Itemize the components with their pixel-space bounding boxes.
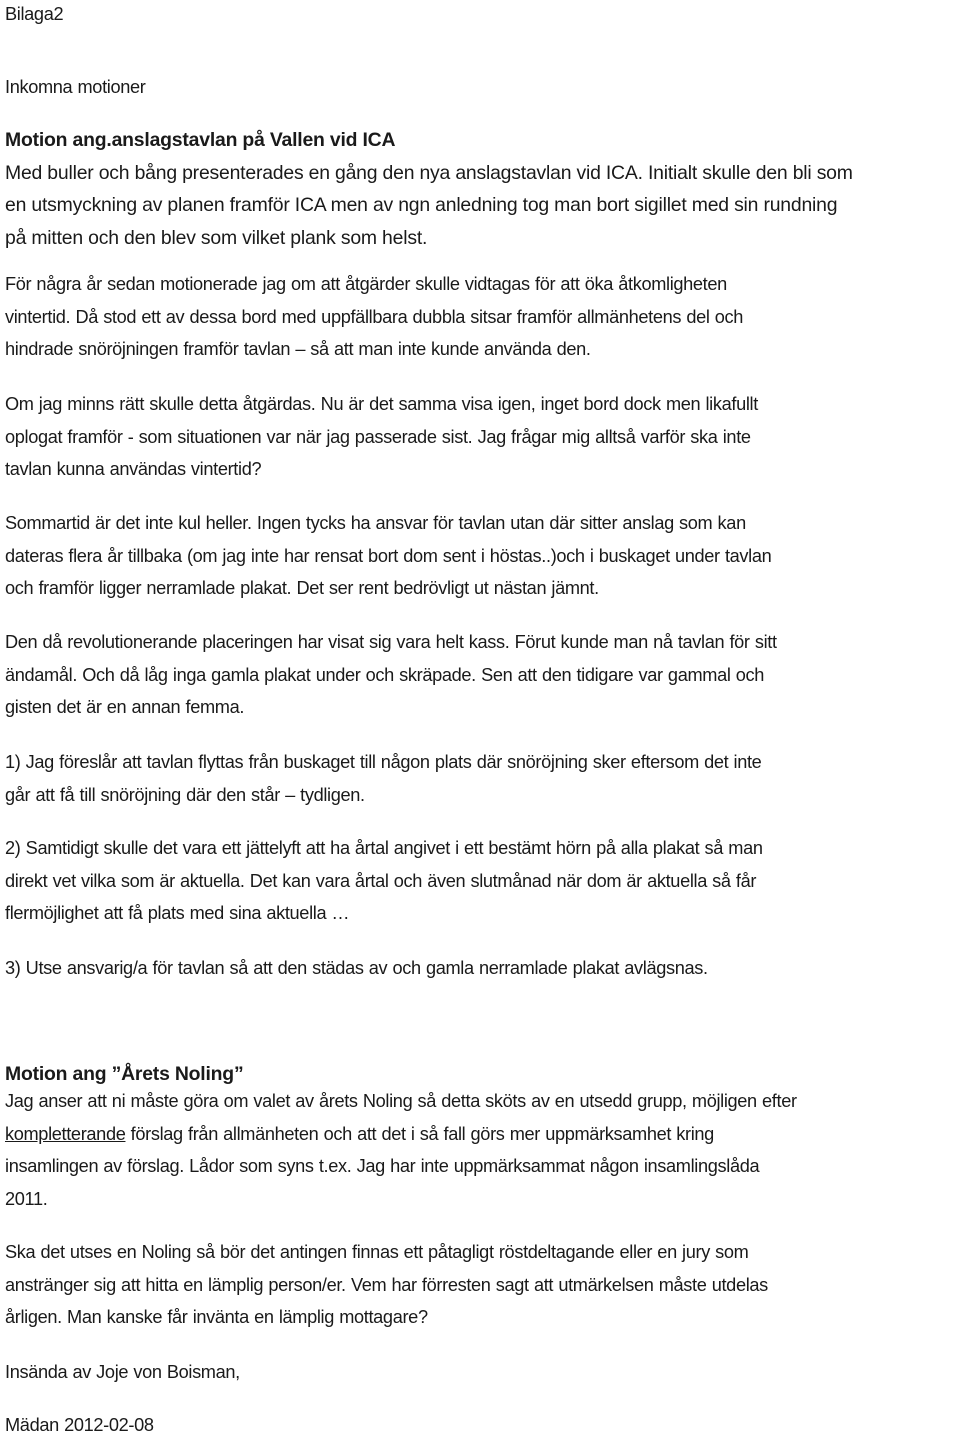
paragraph-line: 2011. xyxy=(5,1188,48,1209)
proposal-3 xyxy=(5,952,708,985)
paragraph-line: För några år sedan motionerade jag om att åtgärder skulle vidtagas för att öka åtkomligheten xyxy=(5,274,727,294)
underlined-word: kompletterande xyxy=(5,1123,126,1144)
paragraph-line: direkt vet vilka som är aktuella. Det kan vara årtal och även slutmånad när dom är aktuella så får xyxy=(5,870,757,891)
paragraph-line: gisten det är en annan femma. xyxy=(5,697,245,717)
paragraph-line: 3) Utse ansvarig/a för tavlan så att den städas av och gamla nerramlade plakat avlägsnas. xyxy=(5,958,708,978)
paragraph-line: insamlingen av förslag. Lådor som syns t.ex. Jag har inte uppmärksammat någon insamlingslåda xyxy=(5,1156,760,1176)
motion1-paragraph xyxy=(5,268,743,366)
paragraph-line: anstränger sig att hitta en lämplig person/er. Vem har förresten sagt att utmärkelsen måste utdelas xyxy=(5,1274,768,1295)
paragraph-line: 1) Jag föreslår att tavlan flyttas från buskaget till någon plats där snöröjning sker eftersom det inte xyxy=(5,752,762,772)
motion1-paragraph xyxy=(5,388,758,486)
motion1-intro-line: Med buller och bång presenterades en gång den nya anslagstavlan vid ICA. Initialt skulle den bli som xyxy=(5,161,853,184)
motion2-paragraph xyxy=(5,1085,797,1215)
paragraph-line: går att få till snöröjning där den står – tydligen. xyxy=(5,784,365,805)
paragraph-line: vintertid. Då stod ett av dessa bord med uppfällbara dubbla sitsar framför allmänhetens del och xyxy=(5,306,744,327)
paragraph-line: oplogat framför - som situationen var när jag passerade sist. Jag frågar mig alltså varför ska inte xyxy=(5,426,751,447)
paragraph-line: Ska det utses en Noling så bör det antingen finnas ett påtagligt röstdeltagande eller en jury som xyxy=(5,1242,749,1262)
motion1-paragraph xyxy=(5,626,777,724)
paragraph-line: Jag anser att ni måste göra om valet av årets Noling så detta sköts av en utsedd grupp, möjligen efter xyxy=(5,1091,797,1111)
paragraph-line: Om jag minns rätt skulle detta åtgärdas. Nu är det samma visa igen, inget bord dock men likafullt xyxy=(5,394,758,414)
paragraph-line xyxy=(5,1118,797,1151)
motion1-title: Motion ang.anslagstavlan på Vallen vid ICA xyxy=(5,129,396,151)
paragraph-line: hindrade snöröjningen framför tavlan – så att man inte kunde använda den. xyxy=(5,339,591,359)
signature-date: Mädan 2012-02-08 xyxy=(5,1415,154,1435)
motion2-title: Motion ang ”Årets Noling” xyxy=(5,1063,244,1085)
paragraph-line: tavlan kunna användas vintertid? xyxy=(5,459,262,479)
paragraph-line: Den då revolutionerande placeringen har visat sig vara helt kass. Förut kunde man nå tavlan för sitt xyxy=(5,632,777,652)
paragraph-line: flermöjlighet att få plats med sina aktuella … xyxy=(5,903,350,923)
motion1-paragraph xyxy=(5,507,771,605)
proposal-2 xyxy=(5,832,763,930)
proposal-1 xyxy=(5,746,761,811)
paragraph-line: ändamål. Och då låg inga gamla plakat under och skräpade. Sen att den tidigare var gammal och xyxy=(5,664,764,685)
section-heading: Inkomna motioner xyxy=(5,77,146,97)
line-rest: förslag från allmänheten och att det i så fall görs mer uppmärksamhet kring xyxy=(125,1123,714,1144)
attachment-label: Bilaga2 xyxy=(5,4,64,24)
paragraph-line: och framför ligger nerramlade plakat. Det ser rent bedrövligt ut nästan jämnt. xyxy=(5,578,599,598)
motion1-block xyxy=(5,124,853,254)
motion1-intro-line: på mitten och den blev som vilket plank som helst. xyxy=(5,226,428,249)
motion1-intro-line: en utsmyckning av planen framför ICA men av ngn anledning tog man bort sigillet med sin rundning xyxy=(5,194,838,216)
paragraph-line: 2) Samtidigt skulle det vara ett jättelyft att ha årtal angivet i ett bestämt hörn på alla plakat så man xyxy=(5,838,763,858)
paragraph-line: Sommartid är det inte kul heller. Ingen tycks ha ansvar för tavlan utan där sitter anslag som kan xyxy=(5,513,746,533)
signature-sender: Insända av Joje von Boisman, xyxy=(5,1362,240,1382)
paragraph-line: dateras flera år tillbaka (om jag inte har rensat bort dom sent i höstas..)och i buskaget under tavlan xyxy=(5,545,772,566)
paragraph-line: årligen. Man kanske får invänta en lämplig mottagare? xyxy=(5,1307,428,1327)
motion2-paragraph xyxy=(5,1236,768,1334)
